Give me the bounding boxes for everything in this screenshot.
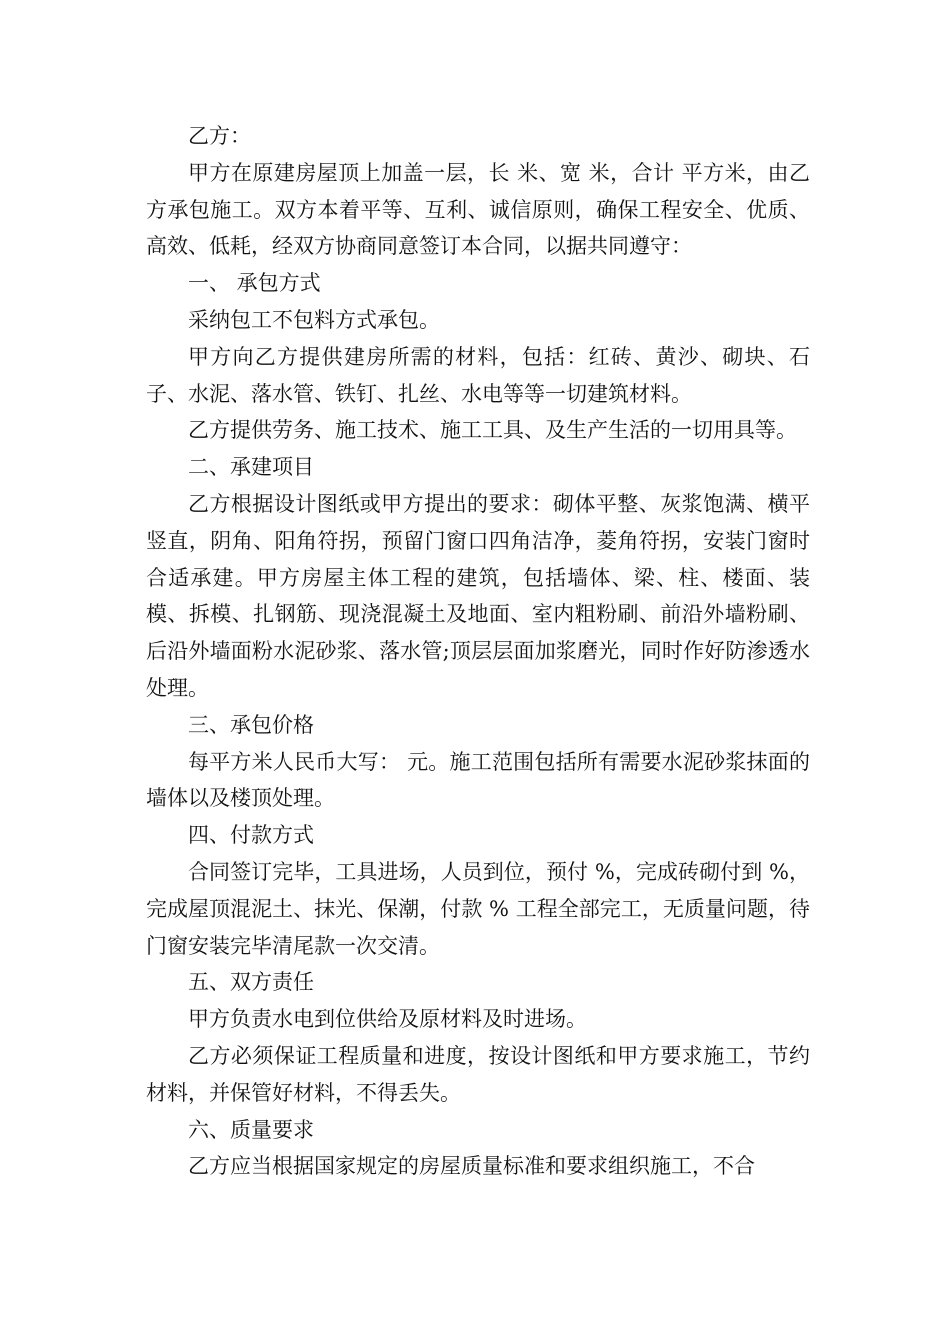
body-paragraph: 合同签订完毕，工具进场，人员到位，预付 %，完成砖砌付到 %，完成屋顶混泥土、抹光、保潮，付款 % 工程全部完工，无质量问题，待门窗安装完毕清尾款一次交清。 (146, 859, 810, 958)
party-b-line: 乙方： (188, 124, 251, 148)
intro-paragraph: 甲方在原建房屋顶上加盖一层，长 米、宽 米，合计 平方米，由乙方承包施工。双方本着平等、互利、诚信原则，确保工程安全、优质、高效、低耗，经双方协商同意签订本合同，以据共同遵守： (146, 160, 810, 259)
body-paragraph: 采纳包工不包料方式承包。 (188, 307, 440, 332)
body-paragraph: 乙方应当根据国家规定的房屋质量标准和要求组织施工，不合 (188, 1154, 755, 1179)
contract-body (146, 118, 810, 1185)
body-paragraph: 每平方米人民币大写： 元。施工范围包括所有需要水泥砂浆抹面的墙体以及楼顶处理。 (146, 749, 810, 811)
body-paragraph: 甲方向乙方提供建房所需的材料，包括：红砖、黄沙、砌块、石子、水泥、落水管、铁钉、扎丝、水电等等一切建筑材料。 (146, 344, 810, 406)
section-heading-contract-method: 一、 承包方式 (188, 271, 321, 296)
body-paragraph: 乙方根据设计图纸或甲方提出的要求：砌体平整、灰浆饱满、横平竖直，阴角、阳角符拐，预留门窗口四角洁净，菱角符拐，安装门窗时合适承建。甲方房屋主体工程的建筑，包括墙体、梁、柱、楼面、装模、拆模、扎钢筋、现浇混凝土及地面、室内粗粉刷、前沿外墙粉刷、后沿外墙面粉水泥砂浆、落水管;顶层层面加浆磨光，同时作好防渗透水处理。 (146, 491, 810, 700)
section-heading-construction-items: 二、承建项目 (188, 455, 314, 480)
section-heading-contract-price: 三、承包价格 (188, 712, 314, 737)
body-paragraph: 乙方必须保证工程质量和进度，按设计图纸和甲方要求施工，节约材料，并保管好材料，不得丢失。 (146, 1043, 810, 1105)
section-heading-responsibilities: 五、双方责任 (188, 970, 314, 995)
section-heading-quality-requirements: 六、质量要求 (188, 1117, 314, 1142)
section-heading-payment-method: 四、付款方式 (188, 823, 314, 848)
body-paragraph: 甲方负责水电到位供给及原材料及时进场。 (188, 1007, 587, 1032)
body-paragraph: 乙方提供劳务、施工技术、施工工具、及生产生活的一切用具等。 (188, 418, 797, 443)
